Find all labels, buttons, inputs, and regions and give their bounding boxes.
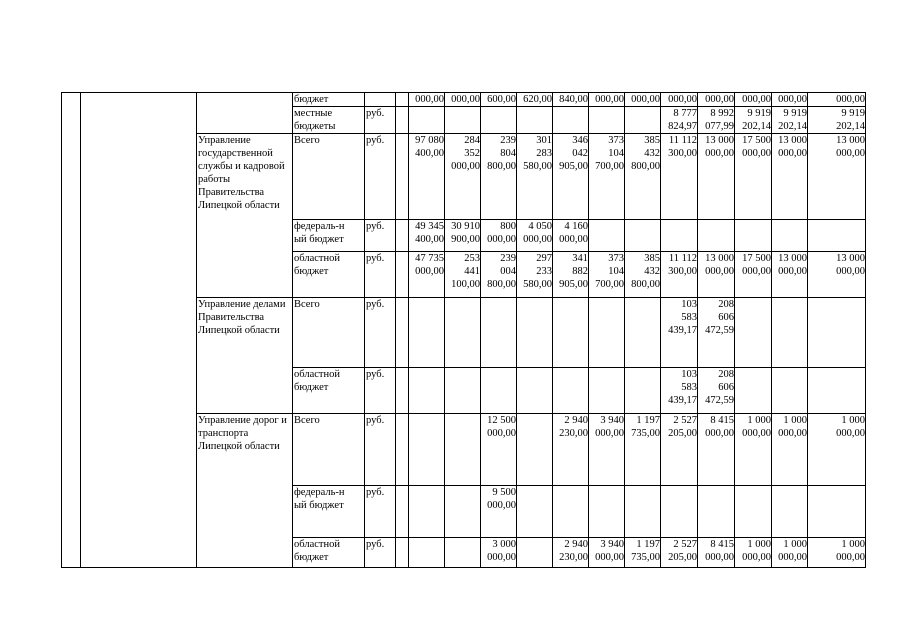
blank-cell: [396, 414, 409, 486]
unit-cell: руб.: [365, 220, 396, 252]
amount-cell: 3 000 000,00: [481, 538, 517, 568]
unit-cell: руб.: [365, 414, 396, 486]
amount-cell: [553, 107, 589, 134]
amount-cell: [517, 414, 553, 486]
amount-cell: 9 919 202,14: [772, 107, 808, 134]
blank-cell: [396, 486, 409, 538]
amount-cell: 253 441 100,00: [445, 252, 481, 298]
amount-cell: 1 197 735,00: [625, 538, 661, 568]
funding-source-cell: областной бюджет: [293, 252, 365, 298]
amount-cell: 9 919 202,14: [735, 107, 772, 134]
indicator-column-cell: [81, 93, 197, 568]
organization-cell: Управление дорог и транспорта Липецкой области: [197, 414, 293, 568]
funding-source-cell: местные бюджеты: [293, 107, 365, 134]
unit-cell: руб.: [365, 107, 396, 134]
amount-cell: 373 104 700,00: [589, 134, 625, 220]
amount-cell: [661, 486, 698, 538]
amount-cell: 13 000 000,00: [808, 134, 866, 220]
amount-cell: [735, 368, 772, 414]
table-row: [62, 93, 866, 107]
amount-cell: [625, 298, 661, 368]
amount-cell: 2 527 205,00: [661, 414, 698, 486]
amount-cell: [589, 368, 625, 414]
amount-cell: [517, 486, 553, 538]
amount-cell: [589, 486, 625, 538]
unit-cell: руб.: [365, 134, 396, 220]
amount-cell: 000,00: [772, 93, 808, 107]
amount-cell: 30 910 900,00: [445, 220, 481, 252]
amount-cell: 8 415 000,00: [698, 414, 735, 486]
amount-cell: 1 000 000,00: [772, 414, 808, 486]
blank-cell: [396, 298, 409, 368]
amount-cell: 2 940 230,00: [553, 538, 589, 568]
unit-cell: руб.: [365, 298, 396, 368]
amount-cell: 9 500 000,00: [481, 486, 517, 538]
amount-cell: 000,00: [661, 93, 698, 107]
amount-cell: [808, 220, 866, 252]
amount-cell: [772, 368, 808, 414]
blank-cell: [396, 538, 409, 568]
amount-cell: [625, 220, 661, 252]
amount-cell: 1 000 000,00: [808, 414, 866, 486]
amount-cell: 9 919 202,14: [808, 107, 866, 134]
amount-cell: 346 042 905,00: [553, 134, 589, 220]
amount-cell: [589, 107, 625, 134]
amount-cell: 208 606 472,59: [698, 298, 735, 368]
amount-cell: 13 000 000,00: [772, 134, 808, 220]
amount-cell: 1 000 000,00: [808, 538, 866, 568]
funding-source-cell: федераль-н ый бюджет: [293, 220, 365, 252]
number-column-cell: [62, 93, 81, 568]
amount-cell: [698, 220, 735, 252]
amount-cell: [481, 368, 517, 414]
amount-cell: [625, 368, 661, 414]
amount-cell: [625, 107, 661, 134]
amount-cell: 284 352 000,00: [445, 134, 481, 220]
amount-cell: [698, 486, 735, 538]
amount-cell: 47 735 000,00: [409, 252, 445, 298]
unit-cell: руб.: [365, 486, 396, 538]
blank-cell: [396, 220, 409, 252]
amount-cell: 239 004 800,00: [481, 252, 517, 298]
organization-cell: Управление государственной службы и кадровой работы Правительства Липецкой области: [197, 134, 293, 298]
amount-cell: 103 583 439,17: [661, 298, 698, 368]
unit-cell: руб.: [365, 368, 396, 414]
amount-cell: 17 500 000,00: [735, 252, 772, 298]
amount-cell: 1 197 735,00: [625, 414, 661, 486]
amount-cell: 17 500 000,00: [735, 134, 772, 220]
amount-cell: [445, 486, 481, 538]
blank-cell: [396, 93, 409, 107]
amount-cell: 600,00: [481, 93, 517, 107]
amount-cell: 13 000 000,00: [772, 252, 808, 298]
amount-cell: [553, 298, 589, 368]
amount-cell: [517, 298, 553, 368]
amount-cell: 8 992 077,99: [698, 107, 735, 134]
amount-cell: 2 527 205,00: [661, 538, 698, 568]
amount-cell: [517, 107, 553, 134]
amount-cell: [772, 220, 808, 252]
amount-cell: 97 080 400,00: [409, 134, 445, 220]
amount-cell: [589, 220, 625, 252]
amount-cell: 49 345 400,00: [409, 220, 445, 252]
amount-cell: [735, 298, 772, 368]
unit-cell: руб.: [365, 252, 396, 298]
amount-cell: [409, 414, 445, 486]
amount-cell: [553, 368, 589, 414]
blank-cell: [396, 134, 409, 220]
amount-cell: [481, 107, 517, 134]
amount-cell: 840,00: [553, 93, 589, 107]
funding-source-cell: Всего: [293, 414, 365, 486]
amount-cell: 13 000 000,00: [698, 134, 735, 220]
amount-cell: 1 000 000,00: [735, 414, 772, 486]
amount-cell: [735, 486, 772, 538]
amount-cell: [735, 220, 772, 252]
amount-cell: 000,00: [735, 93, 772, 107]
funding-source-cell: федераль-н ый бюджет: [293, 486, 365, 538]
amount-cell: 1 000 000,00: [772, 538, 808, 568]
amount-cell: 3 940 000,00: [589, 538, 625, 568]
amount-cell: 13 000 000,00: [698, 252, 735, 298]
amount-cell: 373 104 700,00: [589, 252, 625, 298]
unit-cell: руб.: [365, 538, 396, 568]
amount-cell: [808, 298, 866, 368]
amount-cell: 11 112 300,00: [661, 252, 698, 298]
amount-cell: [409, 107, 445, 134]
amount-cell: 620,00: [517, 93, 553, 107]
amount-cell: [625, 486, 661, 538]
amount-cell: 800 000,00: [481, 220, 517, 252]
blank-cell: [396, 368, 409, 414]
amount-cell: 3 940 000,00: [589, 414, 625, 486]
amount-cell: [517, 538, 553, 568]
funding-source-cell: областной бюджет: [293, 368, 365, 414]
funding-source-cell: Всего: [293, 134, 365, 220]
amount-cell: 385 432 800,00: [625, 252, 661, 298]
amount-cell: [772, 486, 808, 538]
amount-cell: [409, 298, 445, 368]
amount-cell: [409, 486, 445, 538]
amount-cell: [445, 298, 481, 368]
amount-cell: [553, 486, 589, 538]
amount-cell: [772, 298, 808, 368]
table-body: [62, 93, 866, 568]
amount-cell: 341 882 905,00: [553, 252, 589, 298]
amount-cell: 208 606 472,59: [698, 368, 735, 414]
organization-cell: [197, 93, 293, 134]
amount-cell: 1 000 000,00: [735, 538, 772, 568]
organization-cell: Управление делами Правительства Липецкой области: [197, 298, 293, 414]
amount-cell: 11 112 300,00: [661, 134, 698, 220]
amount-cell: 12 500 000,00: [481, 414, 517, 486]
amount-cell: 385 432 800,00: [625, 134, 661, 220]
funding-source-cell: областной бюджет: [293, 538, 365, 568]
amount-cell: [409, 368, 445, 414]
amount-cell: 000,00: [625, 93, 661, 107]
amount-cell: 000,00: [808, 93, 866, 107]
amount-cell: 000,00: [409, 93, 445, 107]
amount-cell: 4 160 000,00: [553, 220, 589, 252]
amount-cell: 4 050 000,00: [517, 220, 553, 252]
amount-cell: [445, 414, 481, 486]
amount-cell: 000,00: [445, 93, 481, 107]
amount-cell: [661, 220, 698, 252]
amount-cell: 13 000 000,00: [808, 252, 866, 298]
amount-cell: [589, 298, 625, 368]
amount-cell: 301 283 580,00: [517, 134, 553, 220]
amount-cell: 8 777 824,97: [661, 107, 698, 134]
amount-cell: 8 415 000,00: [698, 538, 735, 568]
amount-cell: [808, 486, 866, 538]
amount-cell: 103 583 439,17: [661, 368, 698, 414]
unit-cell: [365, 93, 396, 107]
amount-cell: [445, 368, 481, 414]
blank-cell: [396, 107, 409, 134]
funding-source-cell: Всего: [293, 298, 365, 368]
amount-cell: 2 940 230,00: [553, 414, 589, 486]
amount-cell: [445, 107, 481, 134]
budget-table: [61, 92, 866, 568]
funding-source-cell: бюджет: [293, 93, 365, 107]
amount-cell: 239 804 800,00: [481, 134, 517, 220]
amount-cell: [481, 298, 517, 368]
amount-cell: [517, 368, 553, 414]
amount-cell: 000,00: [589, 93, 625, 107]
amount-cell: [409, 538, 445, 568]
amount-cell: [445, 538, 481, 568]
amount-cell: 297 233 580,00: [517, 252, 553, 298]
blank-cell: [396, 252, 409, 298]
amount-cell: 000,00: [698, 93, 735, 107]
amount-cell: [808, 368, 866, 414]
